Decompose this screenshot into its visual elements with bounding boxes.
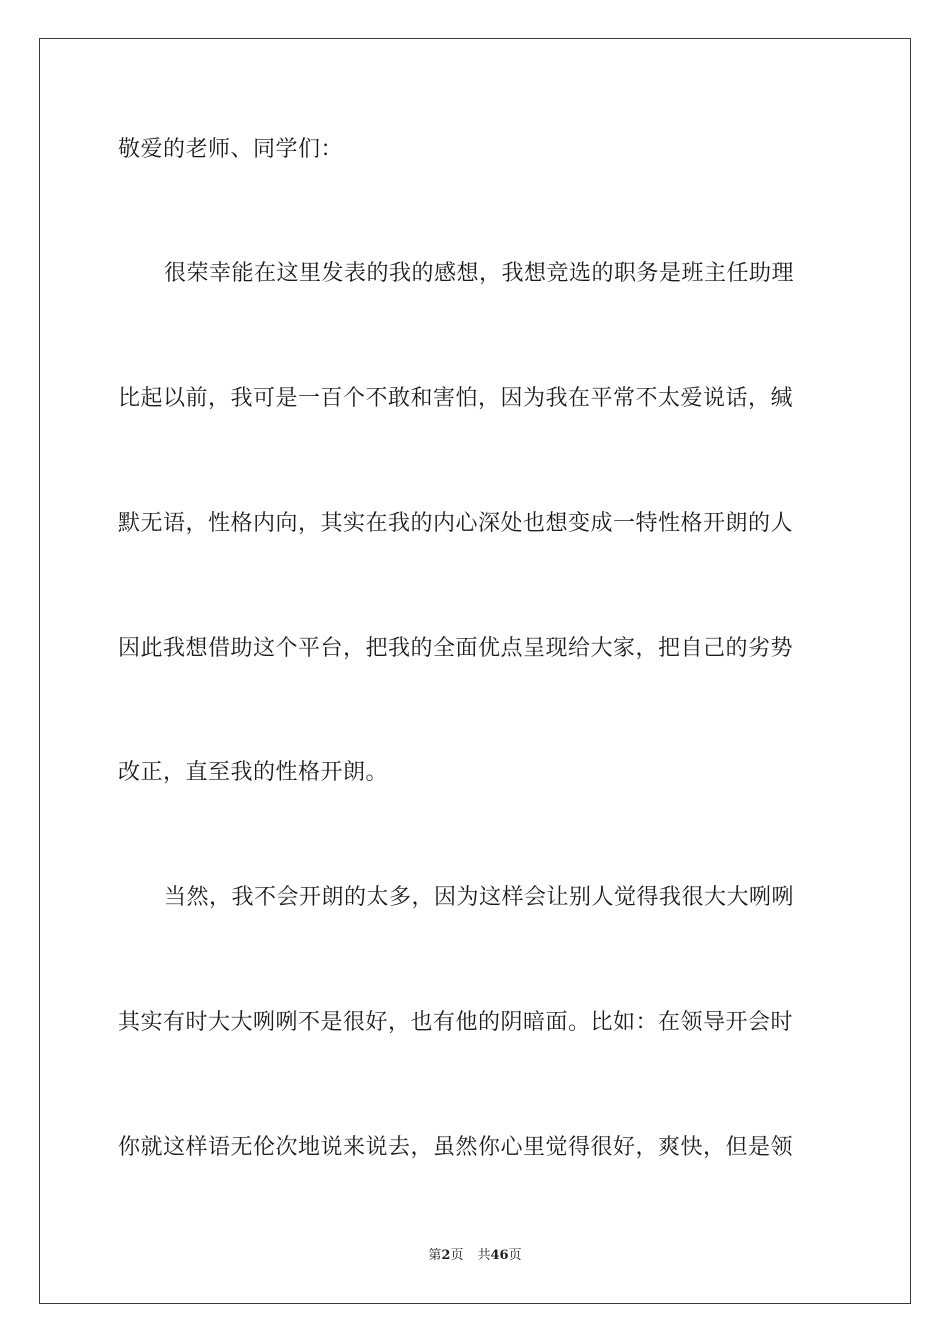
page-prefix: 第 [428,1248,442,1263]
paragraph-2-line-2: 其实有时大大咧咧不是很好，也有他的阴暗面。比如：在领导开会时 [118,1010,794,1035]
paragraph-1-line-2: 比起以前，我可是一百个不敢和害怕，因为我在平常不太爱说话，缄 [118,386,794,411]
salutation-line: 敬爱的老师、同学们： [118,137,344,162]
page-border [39,38,911,1304]
page-footer [0,1247,950,1265]
paragraph-1-line-1: 很荣幸能在这里发表的我的感想，我想竞选的职务是班主任助理 [164,261,795,286]
page-suffix: 页 [450,1248,464,1263]
total-suffix: 页 [508,1248,522,1263]
total-prefix: 共 [477,1248,491,1263]
page-number: 2 [441,1248,451,1263]
total-pages: 46 [490,1248,509,1263]
paragraph-1-line-3: 默无语，性格内向，其实在我的内心深处也想变成一特性格开朗的人 [118,511,794,536]
paragraph-2-line-1: 当然，我不会开朗的太多，因为这样会让别人觉得我很大大咧咧 [164,885,795,910]
paragraph-1-line-4: 因此我想借助这个平台，把我的全面优点呈现给大家，把自己的劣势 [118,636,794,661]
paragraph-1-line-5: 改正，直至我的性格开朗。 [118,760,389,785]
paragraph-2-line-3: 你就这样语无伦次地说来说去，虽然你心里觉得很好，爽快，但是领 [118,1135,794,1160]
